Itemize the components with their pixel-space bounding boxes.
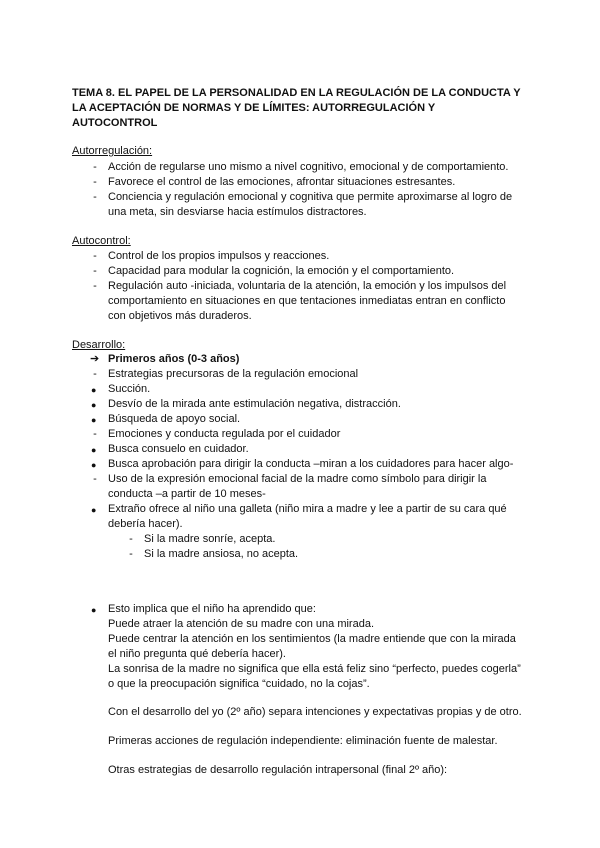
paragraph: Primeras acciones de regulación independiente: eliminación fuente de malestar. [108, 735, 498, 747]
list-item: Control de los propios impulsos y reacciones. [108, 250, 330, 262]
list-item: Desvío de la mirada ante estimulación negativa, distracción. [108, 398, 401, 410]
list-item-continuation: debería hacer). [108, 518, 183, 530]
paragraph-line: o que la preocupación significa “cuidado, no la cojas”. [108, 678, 370, 690]
dash-marker: - [93, 161, 97, 173]
title-line: AUTOCONTROL [72, 117, 158, 129]
sub-list-item: Si la madre ansiosa, no acepta. [144, 548, 299, 560]
paragraph-line: Puede centrar la atención en los sentimientos (la madre entiende que con la mirada [108, 633, 516, 645]
list-item: Favorece el control de las emociones, afrontar situaciones estresantes. [108, 176, 456, 188]
dash-marker: - [93, 191, 97, 203]
list-item-continuation: comportamiento en situaciones en que tentaciones inmediatas entran en conflicto [108, 295, 506, 307]
paragraph: Con el desarrollo del yo (2º año) separa intenciones y expectativas propias y de otro. [108, 706, 522, 718]
list-item-continuation: una meta, sin desviarse hacia estímulos distractores. [108, 206, 367, 218]
dash-marker: - [93, 280, 97, 292]
bullet-icon: ● [91, 385, 97, 395]
dash-marker: - [93, 176, 97, 188]
list-item: Conciencia y regulación emocional y cognitiva que permite aproximarse al logro de [108, 191, 513, 203]
list-item: Acción de regularse uno mismo a nivel cognitivo, emocional y de comportamiento. [108, 161, 509, 173]
dash-marker: - [93, 250, 97, 262]
bullet-icon: ● [91, 445, 97, 455]
dash-marker: - [93, 368, 97, 380]
bullet-icon: ● [91, 460, 97, 470]
title-line: TEMA 8. EL PAPEL DE LA PERSONALIDAD EN LA REGULACIÓN DE LA CONDUCTA Y [72, 87, 521, 99]
list-item: Busca consuelo en cuidador. [108, 443, 249, 455]
bullet-icon: ● [91, 505, 97, 515]
dash-marker: - [93, 473, 97, 485]
dash-marker: - [129, 548, 133, 560]
list-item: Estrategias precursoras de la regulación emocional [108, 368, 359, 380]
list-item: Busca aprobación para dirigir la conducta –miran a los cuidadores para hacer algo- [108, 458, 514, 470]
list-item: Esto implica que el niño ha aprendido que: [108, 603, 316, 615]
bullet-icon: ● [91, 415, 97, 425]
list-item: Extraño ofrece al niño una galleta (niño mira a madre y lee a partir de su cara qué [108, 503, 507, 515]
list-item-continuation: conducta –a partir de 10 meses- [108, 488, 266, 500]
list-item: Uso de la expresión emocional facial de la madre como símbolo para dirigir la [108, 473, 487, 485]
arrow-item: Primeros años (0-3 años) [108, 353, 240, 365]
autocontrol-heading: Autocontrol: [72, 235, 131, 247]
bullet-icon: ● [91, 400, 97, 410]
title-line: LA ACEPTACIÓN DE NORMAS Y DE LÍMITES: AUTORREGULACIÓN Y [72, 102, 436, 114]
list-item: Búsqueda de apoyo social. [108, 413, 241, 425]
paragraph: Otras estrategias de desarrollo regulación intrapersonal (final 2º año): [108, 764, 448, 776]
list-item: Regulación auto -iniciada, voluntaria de la atención, la emoción y los impulsos del [108, 280, 507, 292]
list-item: Capacidad para modular la cognición, la emoción y el comportamiento. [108, 265, 455, 277]
bullet-icon: ● [91, 605, 97, 615]
dash-marker: - [93, 428, 97, 440]
list-item: Emociones y conducta regulada por el cuidador [108, 428, 341, 440]
paragraph-line: La sonrisa de la madre no significa que ella está feliz sino “perfecto, puedes cogerla” [108, 663, 521, 675]
dash-marker: - [129, 533, 133, 545]
autorregulacion-heading: Autorregulación: [72, 145, 153, 157]
arrow-icon: ➔ [90, 353, 100, 365]
list-item: Succión. [108, 383, 151, 395]
paragraph-line: el niño pregunta qué debería hacer). [108, 648, 286, 660]
desarrollo-heading: Desarrollo: [72, 339, 126, 351]
sub-list-item: Si la madre sonríe, acepta. [144, 533, 276, 545]
list-item-continuation: con objetivos más duraderos. [108, 310, 252, 322]
dash-marker: - [93, 265, 97, 277]
paragraph-line: Puede atraer la atención de su madre con una mirada. [108, 618, 374, 630]
document-title [72, 86, 532, 131]
